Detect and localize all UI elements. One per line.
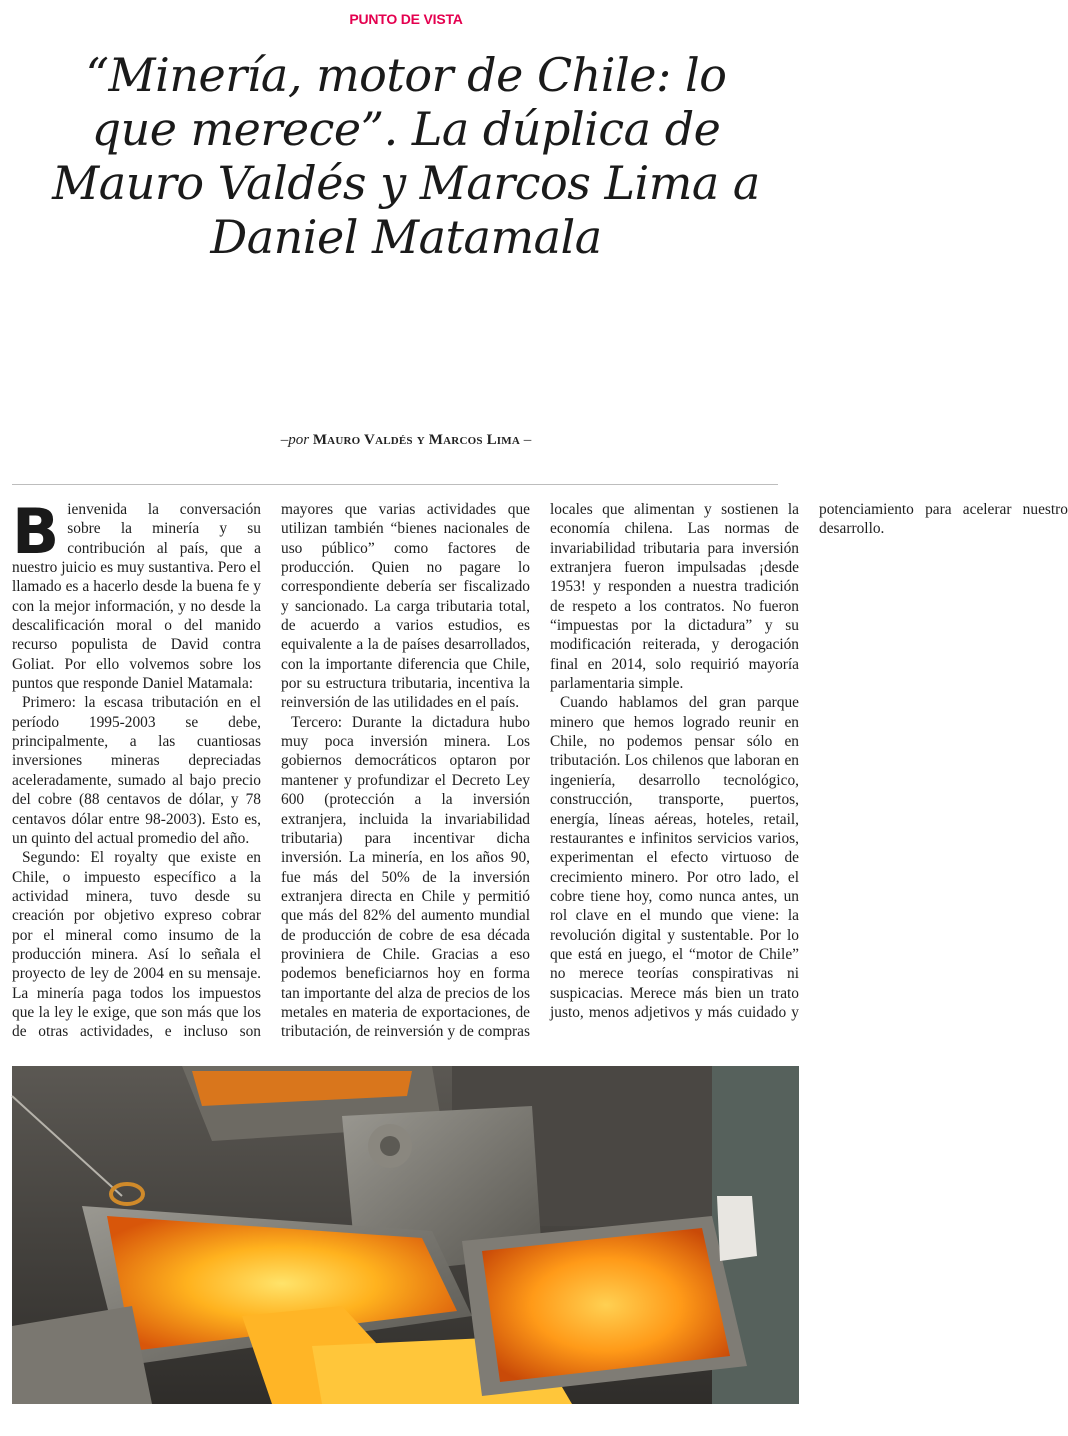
byline-suffix: –: [523, 432, 532, 448]
paragraph-text: ienvenida la conversación sobre la minería y su contribución al país, que a nuestro juicio es muy sustantiva. Pero el llamado es a hacerlo desde la buena fe y con la mejor información, y no desde la descalificación moral o del manido recurso populista de David contra Goliat. Por ello volvemos sobre los puntos que responde Daniel Matamala:: [12, 501, 261, 693]
byline-prefix: –por: [280, 432, 310, 448]
paragraph-closing: Cuando hablamos del gran parque minero que hemos logrado reunir en Chile, no podemos pensar sólo en tributación. Los chilenos que laboran en ingeniería, desarrollo tecnológico, construcción, transporte, puertos, energía, líneas aéreas, hoteles, retail, restaurantes e infinitos servicios varios, experimentan el efecto virtuoso de crecimiento minero. Por otro lado, el cobre tiene hoy, como nunca antes, un rol clave en el mundo que viene: la revolución digital y sustentable. Por lo que está en juego, el “motor de Chile” no merece teorías conspirativas ni suspicacias. Merece más bien un trato justo, menos adjetivos y más cuidado y potenciamiento para acelerar nuestro desarrollo.: [550, 501, 1068, 1021]
byline-divider: [12, 484, 778, 485]
paragraph-intro: [12, 495, 261, 693]
section-label: PUNTO DE VISTA: [349, 11, 463, 27]
byline: [0, 432, 812, 449]
article-body: [12, 495, 1068, 1052]
paragraph-primero: Primero: la escasa tributación en el período 1995-2003 se debe, principalmente, a las cuantiosas inversiones mineras depreciadas aceleradamente, sumado al bajo precio del cobre (88 centavos de dólar, y 78 centavos dólar entre 98-2003). Esto es, un quinto del actual promedio del año.: [12, 694, 261, 847]
paragraph-segundo: Segundo: El royalty que existe en Chile, o impuesto específico a la actividad minera, tuvo desde su creación por objetivo expreso cobrar por el mineral como insumo de la producción minera. Así lo señala el proyecto de ley de 2004 en su mensaje. La minería paga todos los impuestos que la ley le exige, que son más que los de otras actividades, e incluso son mayores que varias actividades que utilizan también “bienes nacionales de uso público” como factores de producción. Quien no pagare lo correspondiente debería ser fiscalizado y sancionado. La carga tributaria total, de acuerdo a varios estudios, es equivalente a la de países desarrollados, con la importante diferencia que Chile, por su estructura tributaria, incentiva la reinversión de las utilidades en el país.: [12, 501, 530, 1041]
byline-authors: Mauro Valdés y Marcos Lima: [312, 432, 521, 448]
article-headline: “Minería, motor de Chile: lo que merece”. La dúplica de Mauro Valdés y Marcos Lima a Daniel Matamala: [52, 48, 760, 264]
molten-copper-image: [12, 1066, 799, 1404]
paragraph-tercero: Tercero: Durante la dictadura hubo muy poca inversión minera. Los gobiernos democráticos optaron por mantener y profundizar el Decreto Ley 600 (protección a la inversión extranjera, incluida la invariabilidad tributaria) para incentivar dicha inversión. La minería, en los años 90, fue más del 50% de la inversión extranjera directa en Chile y permitió que más del 82% del aumento mundial de producción de cobre de esa década proviniera de Chile. Gracias a eso podemos beneficiarnos hoy en forma tan importante del alza de precios de los metales en materia de exportaciones, de tributación, de reinversión y de compras locales que alimentan y sostienen la economía chilena. Las normas de invariabilidad tributaria para inversión extranjera fueron impulsadas ¡desde 1953! y responden a nuestra tradición de respeto a los contratos. No fueron “impuestas por la dictadura” y su modificación reiterada, y derogación final en 2014, solo requirió mayoría parlamentaria simple.: [281, 501, 799, 1041]
article-photo: [12, 1066, 799, 1404]
drop-cap: B: [12, 495, 60, 568]
